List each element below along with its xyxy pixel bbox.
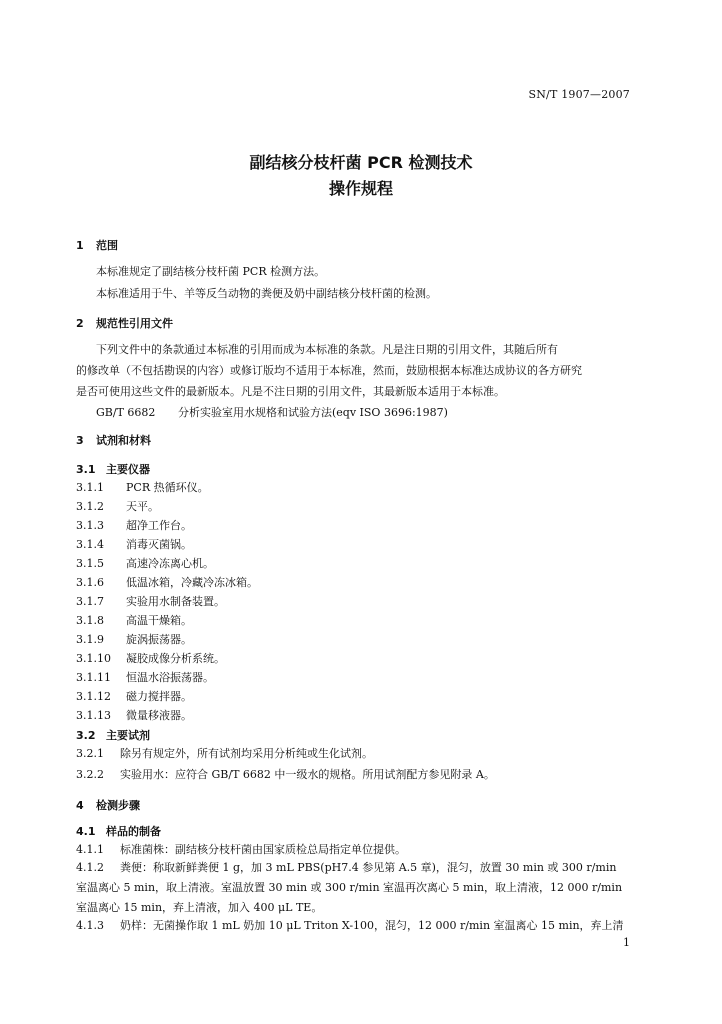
- section-2-heading: 2 规范性引用文件: [76, 317, 173, 330]
- paragraph-line: 室温离心 15 min，弃上清液，加入 400 μL TE。: [76, 901, 323, 914]
- subsection-3-1-heading: 3.1 主要仪器: [76, 463, 150, 476]
- equipment-item: 3.1.6 低温冰箱，冷藏冷冻冰箱。: [76, 576, 258, 589]
- section-4-heading: 4 检测步骤: [76, 799, 140, 812]
- clause-4-1-1: 4.1.1 标准菌株：副结核分枝杆菌由国家质检总局指定单位提供。: [76, 843, 406, 856]
- standard-code: SN/T 1907—2007: [528, 88, 630, 101]
- equipment-item: 3.1.2 天平。: [76, 500, 159, 513]
- paragraph-line: 室温离心 5 min，取上清液。室温放置 30 min 或 300 r/min 室温再次离心 5 min，取上清液，12 000 r/min: [76, 881, 623, 894]
- section-3-heading: 3 试剂和材料: [76, 434, 151, 447]
- clause-3-2-2: 3.2.2 实验用水：应符合 GB/T 6682 中一级水的规格。所用试剂配方参见附录 A。: [76, 768, 495, 781]
- equipment-item: 3.1.3 超净工作台。: [76, 519, 192, 532]
- document-title: 副结核分枝杆菌 PCR 检测技术: [249, 153, 473, 172]
- equipment-item: 3.1.7 实验用水制备装置。: [76, 595, 225, 608]
- paragraph-line: 下列文件中的条款通过本标准的引用而成为本标准的条款。凡是注日期的引用文件，其随后所有: [96, 343, 558, 356]
- section-1-heading: 1 范围: [76, 239, 118, 252]
- clause-4-1-2: 4.1.2 粪便：称取新鲜粪便 1 g，加 3 mL PBS(pH7.4 参见第 A.5 章)，混匀，放置 30 min 或 300 r/min: [76, 861, 617, 874]
- equipment-item: 3.1.12 磁力搅拌器。: [76, 690, 192, 703]
- paragraph-line: 的修改单（不包括勘误的内容）或修订版均不适用于本标准，然而，鼓励根据本标准达成协议的各方研究: [76, 364, 582, 377]
- equipment-item: 3.1.8 高温干燥箱。: [76, 614, 192, 627]
- equipment-item: 3.1.4 消毒灭菌锅。: [76, 538, 192, 551]
- equipment-item: 3.1.1 PCR 热循环仪。: [76, 481, 209, 494]
- equipment-item: 3.1.9 旋涡振荡器。: [76, 633, 192, 646]
- document-subtitle: 操作规程: [328, 179, 393, 198]
- equipment-item: 3.1.5 高速冷冻离心机。: [76, 557, 214, 570]
- equipment-item: 3.1.10 凝胶成像分析系统。: [76, 652, 225, 665]
- paragraph: 本标准规定了副结核分枝杆菌 PCR 检测方法。: [96, 265, 326, 278]
- reference-entry: GB/T 6682 分析实验室用水规格和试验方法(eqv ISO 3696:1987): [96, 406, 448, 419]
- page-number: 1: [623, 936, 630, 949]
- subsection-4-1-heading: 4.1 样品的制备: [76, 825, 161, 838]
- clause-4-1-3: 4.1.3 奶样：无菌操作取 1 mL 奶加 10 μL Triton X-100，混匀，12 000 r/min 室温离心 15 min，弃上清: [76, 919, 624, 932]
- equipment-item: 3.1.11 恒温水浴振荡器。: [76, 671, 214, 684]
- clause-3-2-1: 3.2.1 除另有规定外，所有试剂均采用分析纯或生化试剂。: [76, 747, 373, 760]
- equipment-item: 3.1.13 微量移液器。: [76, 709, 192, 722]
- paragraph-line: 是否可使用这些文件的最新版本。凡是不注日期的引用文件，其最新版本适用于本标准。: [76, 385, 505, 398]
- paragraph: 本标准适用于牛、羊等反刍动物的粪便及奶中副结核分枝杆菌的检测。: [96, 287, 437, 300]
- subsection-3-2-heading: 3.2 主要试剂: [76, 729, 150, 742]
